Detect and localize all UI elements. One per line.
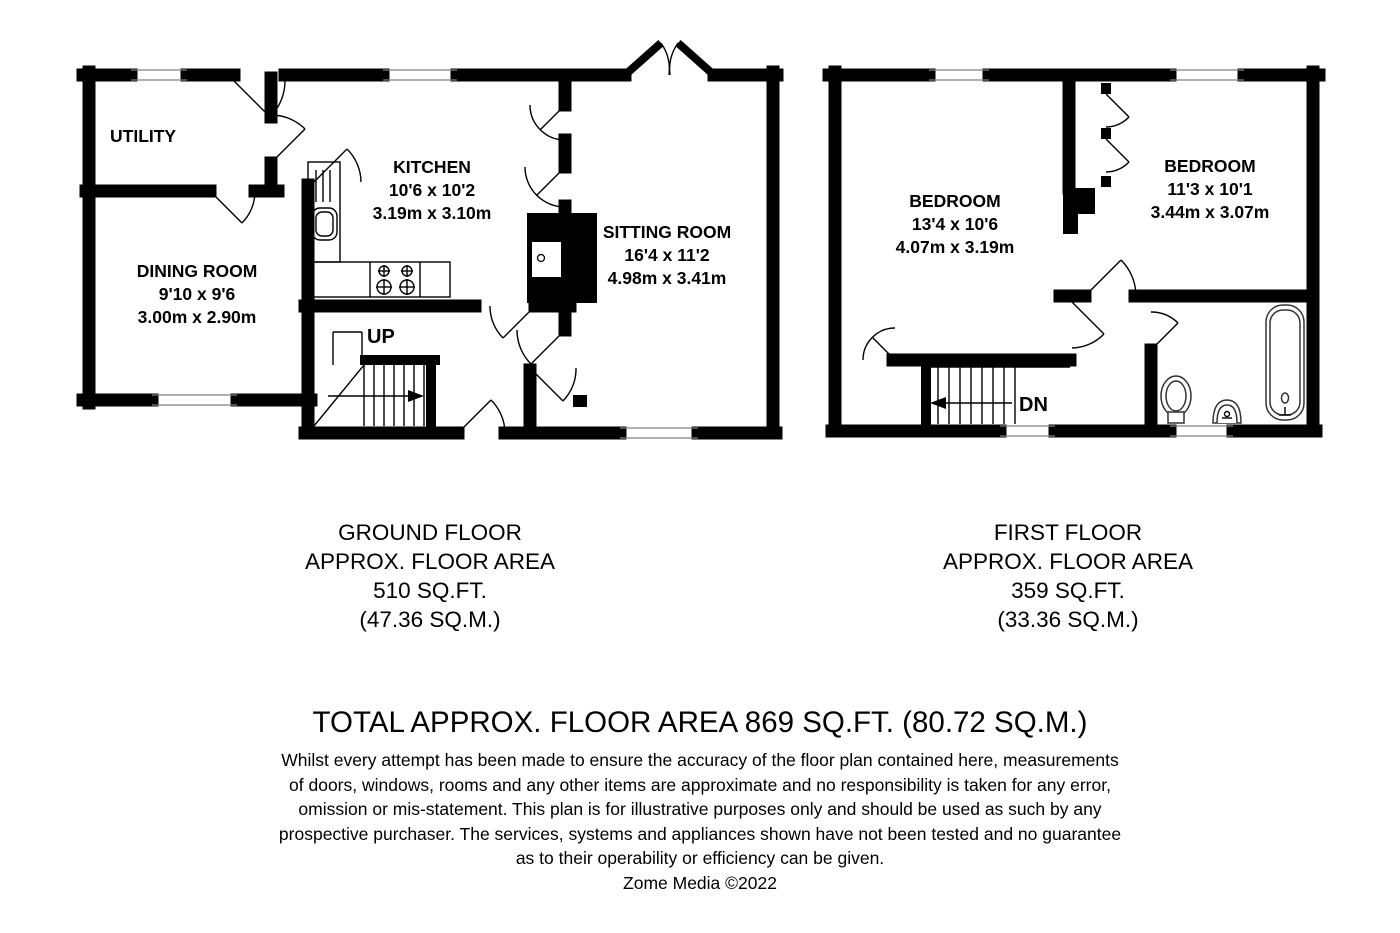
up-label: UP xyxy=(367,326,395,348)
window xyxy=(929,70,989,80)
bedroom-left-label: BEDROOM xyxy=(909,191,1001,211)
copyright: Zome Media ©2022 xyxy=(623,872,777,893)
first-doors xyxy=(863,94,1178,360)
front-door xyxy=(458,400,505,433)
first-summary-area-m: (33.36 SQ.M.) xyxy=(997,607,1139,632)
kitchen-label: KITCHEN xyxy=(393,157,471,177)
stove-burners xyxy=(376,265,415,295)
kitchen-size-metric: 3.19m x 3.10m xyxy=(372,203,492,223)
disclaimer-line: prospective purchaser. The services, systems and appliances shown have not been tested and no guarantee xyxy=(278,823,1122,844)
closet-jamb xyxy=(1101,83,1111,94)
french-doors xyxy=(625,43,714,75)
closet-door xyxy=(1106,139,1129,172)
window xyxy=(152,395,237,405)
disclaimer-line: as to their operability or efficiency can be given. xyxy=(515,848,885,868)
kitchen-size-imperial: 10'6 x 10'2 xyxy=(388,180,476,200)
disclaimer xyxy=(0,748,1400,895)
first-floor-plan xyxy=(826,62,1322,440)
landing-door xyxy=(1072,302,1104,348)
window xyxy=(1170,426,1233,436)
utility-dining-door xyxy=(210,191,255,223)
cupboard-door xyxy=(530,368,576,401)
ground-summary-subtitle: APPROX. FLOOR AREA xyxy=(304,549,556,574)
door-jamb xyxy=(573,395,587,407)
window xyxy=(1000,426,1055,436)
window xyxy=(620,428,698,438)
ground-summary-area-ft: 510 SQ.FT. xyxy=(373,578,487,603)
bedroom-right-label: BEDROOM xyxy=(1164,156,1256,176)
sitting-label: SITTING ROOM xyxy=(602,222,732,242)
ground-floor-summary xyxy=(220,518,640,634)
bedroom-left-door xyxy=(863,328,895,360)
disclaimer-line: omission or mis-statement. This plan is for illustrative purposes only and should be used as such by any xyxy=(298,799,1102,819)
closet-jamb xyxy=(1101,128,1111,139)
bedroom-right-size-metric: 3.44m x 3.07m xyxy=(1150,202,1270,222)
window xyxy=(1170,70,1244,80)
staircase-up xyxy=(314,326,435,429)
ground-floor-plan xyxy=(80,30,780,442)
kitchen-hall-door xyxy=(490,306,535,338)
sitting-room-door xyxy=(517,330,565,364)
total-floor-area: TOTAL APPROX. FLOOR AREA 869 SQ.FT. (80.72 SQ.M.) xyxy=(312,706,1088,739)
dining-size-imperial: 9'10 x 9'6 xyxy=(158,284,236,304)
first-summary-title: FIRST FLOOR xyxy=(993,520,1143,545)
dining-label: DINING ROOM xyxy=(136,261,258,281)
sitting-size-imperial: 16'4 x 11'2 xyxy=(624,245,710,265)
ground-summary-title: GROUND FLOOR xyxy=(338,520,522,545)
utility-label: UTILITY xyxy=(110,126,177,146)
sink xyxy=(1213,400,1241,423)
dining-size-metric: 3.00m x 2.90m xyxy=(137,307,257,327)
disclaimer-line: of doors, windows, rooms and any other items are approximate and no responsibility is taken for any error, xyxy=(289,774,1111,795)
fireplace xyxy=(527,213,597,303)
window xyxy=(131,70,187,80)
first-floor-summary xyxy=(858,518,1278,634)
closet-door xyxy=(1106,94,1129,127)
first-summary-area-ft: 359 SQ.FT. xyxy=(1011,578,1125,603)
closet-jamb xyxy=(1101,176,1111,187)
dn-label: DN xyxy=(1019,394,1048,416)
bathroom-fixtures xyxy=(1161,305,1304,423)
bedroom-right-door xyxy=(1085,260,1136,296)
toilet xyxy=(1161,376,1191,423)
window xyxy=(383,70,457,80)
bedroom-left-size-metric: 4.07m x 3.19m xyxy=(895,237,1015,257)
disclaimer-line: Whilst every attempt has been made to ensure the accuracy of the floor plan contained here, measurements xyxy=(281,750,1119,770)
ground-summary-area-m: (47.36 SQ.M.) xyxy=(359,607,501,632)
kitchen-door xyxy=(314,149,361,182)
first-summary-subtitle: APPROX. FLOOR AREA xyxy=(942,549,1194,574)
bedroom-left-size-imperial: 13'4 x 10'6 xyxy=(911,214,999,234)
bath xyxy=(1266,305,1304,420)
staircase-down xyxy=(926,365,1070,424)
up-arrow-head xyxy=(408,390,424,402)
bedroom-right-size-imperial: 11'3 x 10'1 xyxy=(1167,179,1253,199)
sitting-size-metric: 4.98m x 3.41m xyxy=(607,268,727,288)
